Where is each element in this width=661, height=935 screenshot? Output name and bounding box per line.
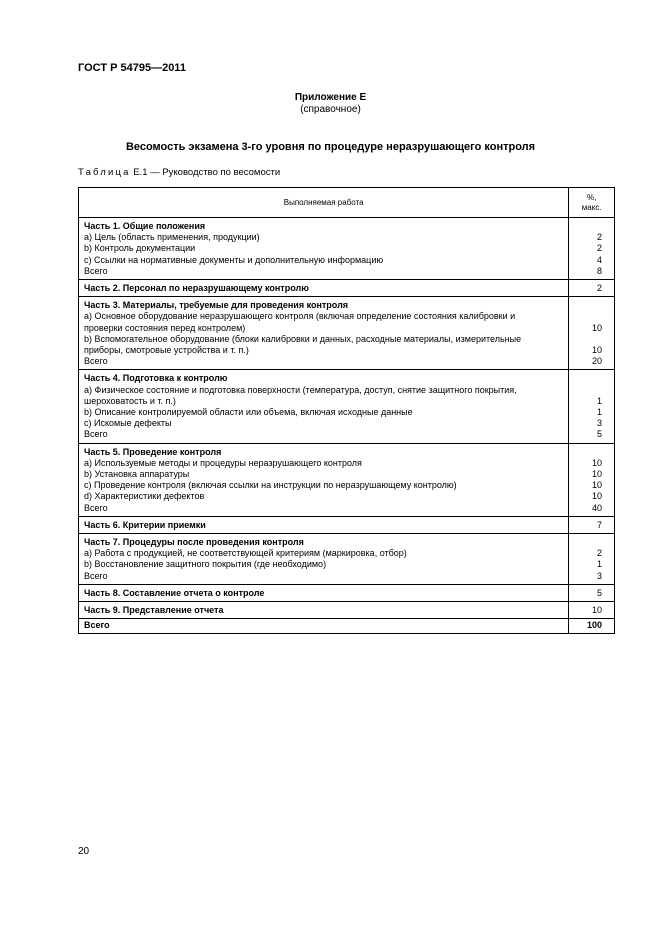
part-1-title: Часть 1. Общие положения [84,221,206,231]
table-row-total [79,619,615,633]
total-label: Всего [84,620,110,631]
part-4-item-a: а) Физическое состояние и подготовка поверхности (температура, доступ, снятие защитного покрытия, [84,384,517,395]
part-1-work [79,218,569,280]
part-5-item-a: а) Используемые методы и процедуры неразрушающего контроля [84,457,362,468]
part-2-work [79,280,569,297]
table-row-part-5 [79,443,615,516]
part-6-value: 7 [596,519,602,530]
part-9-work [79,602,569,619]
part-2-value: 2 [596,283,602,294]
part-4-item-b: b) Описание контролируемой области или объема, включая исходные данные [84,407,413,418]
table-row-part-2 [79,280,615,297]
header-percent [569,188,615,218]
part-9-value: 10 [591,605,602,616]
part-4-value-b: 1 [596,407,602,418]
part-5-value-c: 10 [591,480,602,491]
table-row-part-9 [79,602,615,619]
part-4-work [79,370,569,443]
part-8-work [79,584,569,601]
part-2-values [569,280,615,297]
part-3-item-b-cont: приборы, смотровые устройства и т. п.) [84,345,249,356]
appendix-note: (справочное) [300,104,361,115]
part-3-item-a: а) Основное оборудование неразрушающего контроля (включая определение состояния калибровки и [84,311,516,322]
part-5-item-d: d) Характеристики дефектов [84,491,205,502]
part-8-value: 5 [596,587,602,598]
table-row-part-4 [79,370,615,443]
total-value: 100 [586,620,602,631]
part-4-values [569,370,615,443]
total-work [79,619,569,633]
part-7-item-a: а) Работа с продукцией, не соответствующей критериям (маркировка, отбор) [84,548,407,559]
part-3-value-a: 10 [591,322,602,333]
table-row-part-3 [79,297,615,370]
part-4-title: Часть 4. Подготовка к контролю [84,373,228,384]
table-header-row [79,188,615,218]
part-5-title: Часть 5. Проведение контроля [84,446,222,457]
part-8-values [569,584,615,601]
part-9-title: Часть 9. Представление отчета [84,605,224,616]
appendix-heading [0,92,661,116]
part-5-item-b: b) Установка аппаратуры [84,469,190,480]
part-1-value-b: 2 [596,243,602,254]
part-5-total-label: Всего [84,502,108,513]
table-caption [78,167,280,178]
table-row-part-7 [79,534,615,585]
part-7-value-b: 1 [596,559,602,570]
page-title: Весомость экзамена 3-го уровня по процедуре неразрушающего контроля [125,141,536,153]
page-number: 20 [78,846,90,857]
document-code: ГОСТ Р 54795—2011 [78,62,186,74]
part-4-item-c: с) Искомые дефекты [84,418,172,429]
header-percent-symbol: %, [586,192,597,202]
part-7-value-a: 2 [596,548,602,559]
table-row-part-8 [79,584,615,601]
header-percent-max: макс. [581,202,602,212]
part-3-item-b: b) Вспомогательное оборудование (блоки калибровки и данных, расходные материалы, измерительные [84,333,522,344]
table-row-part-6 [79,516,615,533]
part-4-value-a: 1 [596,395,602,406]
part-5-value-total: 40 [591,502,602,513]
part-3-value-total: 20 [591,356,602,367]
part-3-title: Часть 3. Материалы, требуемые для проведения контроля [84,300,349,311]
part-1-value-a: 2 [596,232,602,243]
table-caption-prefix: Таблица [78,167,131,178]
part-2-title: Часть 2. Персонал по неразрушающему контролю [84,283,309,294]
part-7-value-total: 3 [596,570,602,581]
part-1-item-b: b) Контроль документации [84,243,196,254]
part-1-values [569,218,615,280]
part-7-values [569,534,615,585]
part-4-total-label: Всего [84,429,108,440]
part-3-total-label: Всего [84,356,108,367]
part-1-total-label: Всего [84,265,108,276]
part-5-value-b: 10 [591,469,602,480]
part-4-value-c: 3 [596,418,602,429]
part-7-title: Часть 7. Процедуры после проведения контроля [84,537,304,548]
part-1-item-c: с) Ссылки на нормативные документы и дополнительную информацию [84,254,384,265]
part-8-title: Часть 8. Составление отчета о контроле [84,587,265,598]
part-7-item-b: b) Восстановление защитного покрытия (где необходимо) [84,559,327,570]
part-1-value-c: 4 [596,254,602,265]
part-5-values [569,443,615,516]
part-7-work [79,534,569,585]
part-4-item-a-cont: шероховатость и т. п.) [84,395,176,406]
part-6-values [569,516,615,533]
table-caption-label: Е.1 — Руководство по весомости [133,167,281,178]
part-5-item-c: с) Проведение контроля (включая ссылки на инструкции по неразрушающему контролю) [84,480,457,491]
part-5-work [79,443,569,516]
header-work: Выполняемая работа [79,188,569,218]
part-7-total-label: Всего [84,570,108,581]
total-values [569,619,615,633]
part-6-work [79,516,569,533]
weights-table [78,187,615,634]
part-3-item-a-cont: проверки состояния перед контролем) [84,322,246,333]
part-1-item-a: а) Цель (область применения, продукции) [84,232,260,243]
appendix-title: Приложение Е [294,92,367,103]
part-3-value-b: 10 [591,344,602,355]
part-5-value-a: 10 [591,457,602,468]
part-3-values [569,297,615,370]
part-6-title: Часть 6. Критерии приемки [84,519,206,530]
part-4-value-total: 5 [596,429,602,440]
part-3-work [79,297,569,370]
part-9-values [569,602,615,619]
part-1-value-total: 8 [596,265,602,276]
part-5-value-d: 10 [591,491,602,502]
table-row-part-1 [79,218,615,280]
